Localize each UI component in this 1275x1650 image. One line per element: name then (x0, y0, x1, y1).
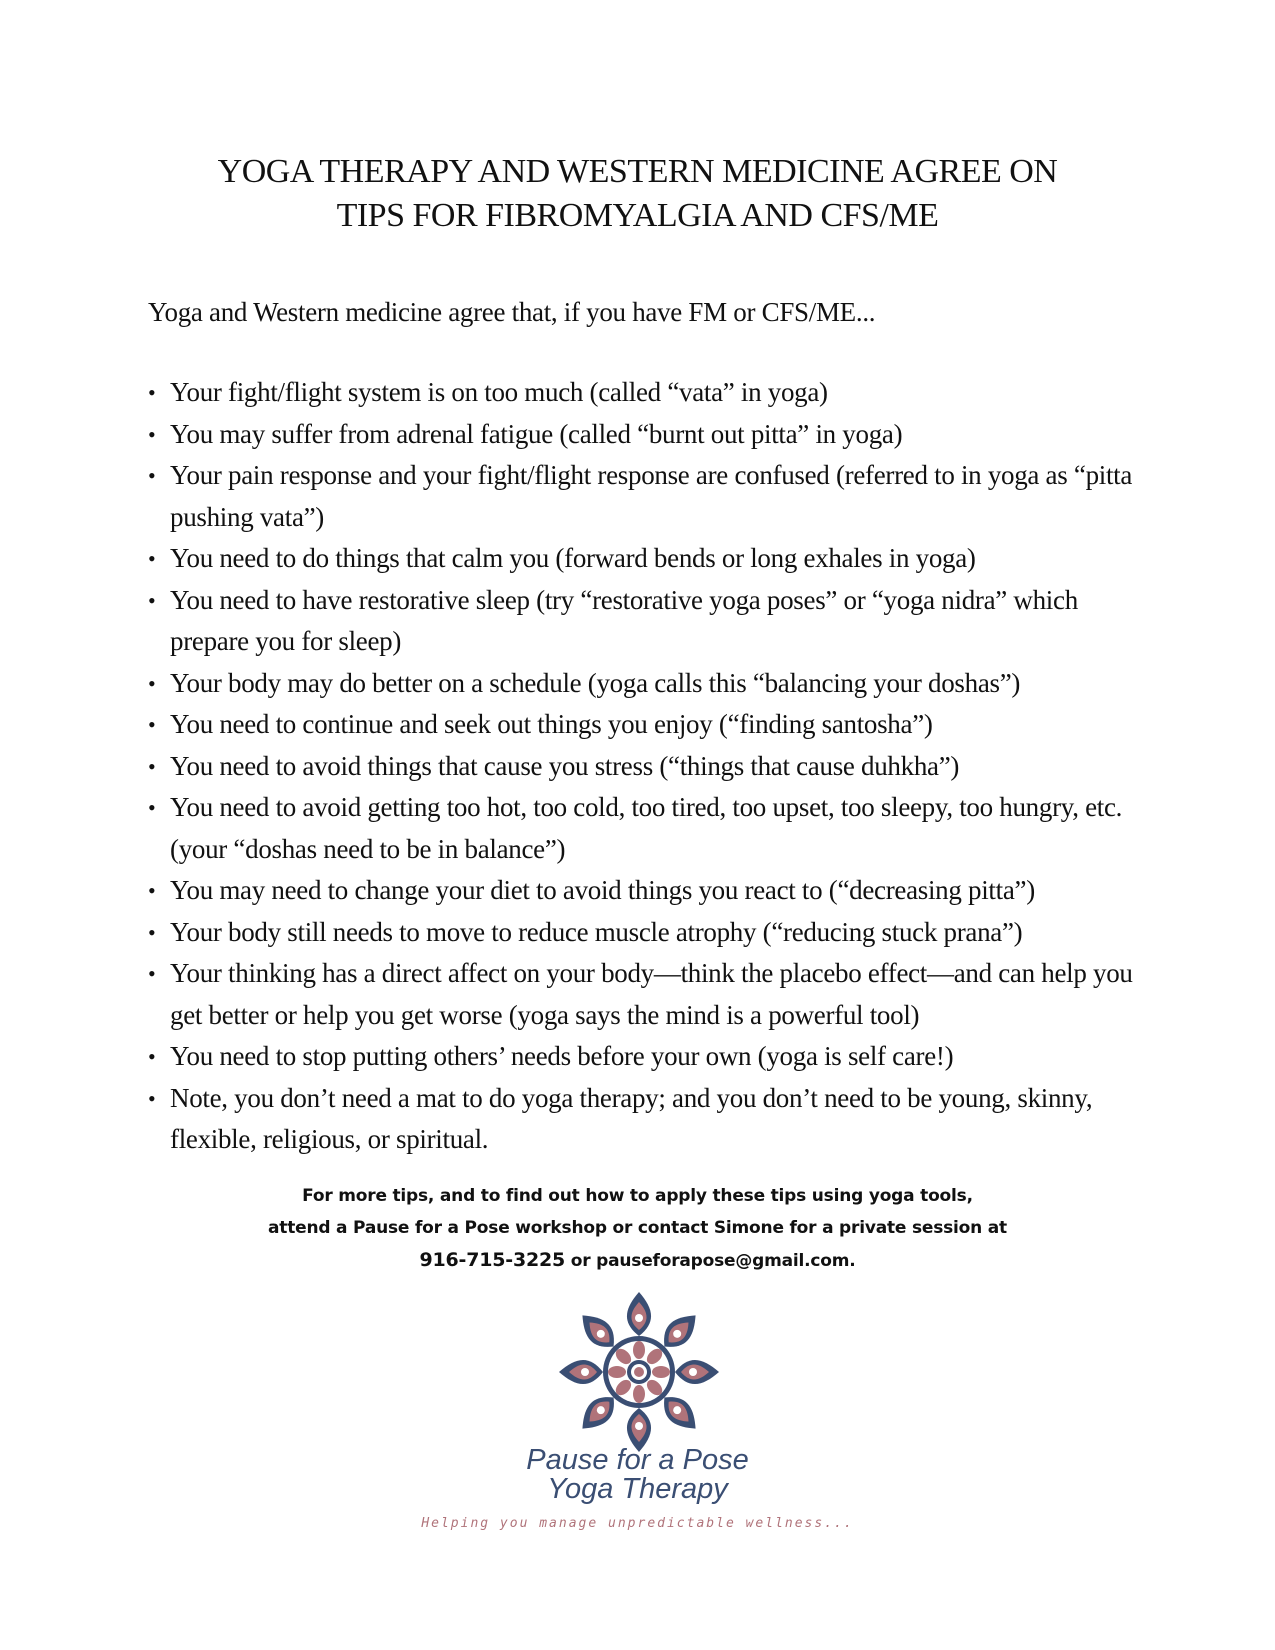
bullet-icon: • (148, 463, 156, 488)
tip-text: You may suffer from adrenal fatigue (called “burnt out pitta” in yoga) (170, 418, 903, 449)
mandala-logo-icon (557, 1290, 721, 1454)
bullet-icon: • (148, 919, 156, 945)
tip-text: You need to do things that calm you (forward bends or long exhales in yoga) (170, 543, 976, 573)
tips-list (148, 372, 1138, 1161)
tip-text: You need to avoid things that cause you stress (“things that cause duhkha”) (170, 750, 960, 781)
list-item (148, 580, 1138, 663)
brand-name-line-2: Yoga Therapy (547, 1473, 728, 1505)
phone-number: 916-715-3225 (419, 1249, 566, 1271)
bullet-icon: • (148, 421, 156, 447)
list-item (148, 538, 1138, 580)
tip-text: Your body still needs to move to reduce muscle atrophy (“reducing stuck prana”) (170, 916, 1023, 947)
brand-name (440, 1446, 835, 1504)
page-title (100, 150, 1175, 238)
list-item (148, 372, 1138, 414)
bullet-icon: • (148, 961, 156, 986)
bullet-icon: • (148, 1085, 156, 1111)
tip-text: Note, you don’t need a mat to do yoga therapy; and you don’t need to be young, skinny, flexible, religious, or spiritual. (170, 1082, 1093, 1154)
bullet-icon: • (148, 1044, 156, 1069)
tip-text: Your pain response and your fight/flight response are confused (referred to in yoga as “pitta pushing vata”) (170, 460, 1133, 532)
brand-name-line-1: Pause for a Pose (526, 1444, 749, 1476)
list-item (148, 953, 1138, 1036)
bullet-icon: • (148, 712, 156, 737)
bullet-icon: • (148, 878, 156, 903)
contact-block (160, 1180, 1115, 1277)
outer-petal-icon (627, 1292, 651, 1336)
list-item (148, 704, 1138, 746)
bullet-icon: • (148, 670, 156, 696)
tip-text: You need to have restorative sleep (try “restorative yoga poses” or “yoga nidra” which prepare you for sleep) (170, 584, 1078, 656)
tip-text: You need to avoid getting too hot, too cold, too tired, too upset, too sleepy, too hungry, etc. (your “doshas need to be in balance”) (170, 792, 1123, 864)
list-item (148, 746, 1138, 788)
contact-line-1: For more tips, and to find out how to apply these tips using yoga tools, (302, 1186, 973, 1206)
contact-line-2: attend a Pause for a Pose workshop or contact Simone for a private session at (268, 1218, 1007, 1238)
tip-text: You need to stop putting others’ needs before your own (yoga is self care!) (170, 1041, 954, 1071)
bullet-icon: • (148, 753, 156, 779)
list-item (148, 870, 1138, 912)
bullet-icon: • (148, 546, 156, 571)
bullet-icon: • (148, 587, 156, 613)
list-item (148, 912, 1138, 954)
tip-text: You may need to change your diet to avoid things you react to (“decreasing pitta”) (170, 875, 1035, 905)
brand-tagline: Helping you manage unpredictable wellness... (421, 1516, 854, 1531)
list-item (148, 1078, 1138, 1161)
tip-text: Your thinking has a direct affect on your body—think the placebo effect—and can help you get better or help you get worse (yoga says the mind is a powerful tool) (170, 958, 1133, 1030)
tip-text: Your body may do better on a schedule (yoga calls this “balancing your doshas”) (170, 667, 1021, 698)
bullet-icon: • (148, 795, 156, 820)
list-item (148, 1036, 1138, 1078)
contact-line-3 (160, 1244, 1115, 1277)
intro-text: Yoga and Western medicine agree that, if you have FM or CFS/ME... (148, 297, 876, 327)
title-line-2: TIPS FOR FIBROMYALGIA AND CFS/ME (336, 197, 939, 234)
title-line-1: YOGA THERAPY AND WESTERN MEDICINE AGREE ON (217, 153, 1058, 190)
tip-text: Your fight/flight system is on too much (called “vata” in yoga) (170, 377, 828, 407)
list-item (148, 663, 1138, 705)
list-item (148, 787, 1138, 870)
email-text: or pauseforapose@gmail.com. (565, 1251, 856, 1271)
list-item (148, 455, 1138, 538)
list-item (148, 414, 1138, 456)
bullet-icon: • (148, 380, 156, 405)
tip-text: You need to continue and seek out things you enjoy (“finding santosha”) (170, 709, 933, 739)
